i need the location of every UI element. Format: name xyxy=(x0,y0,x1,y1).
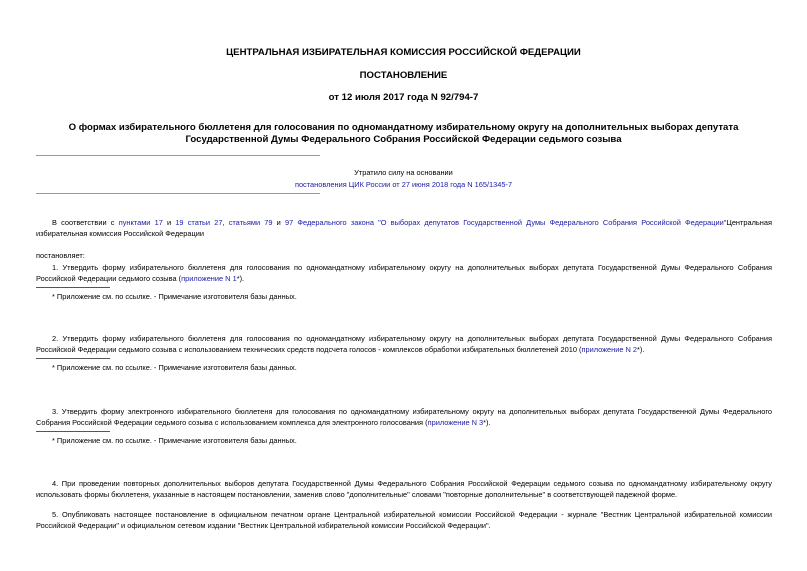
footnote: * Приложение см. по ссылке. - Примечание изготовителя базы данных. xyxy=(52,436,297,445)
item-text: 3. Утвердить форму электронного избирательного бюллетеня для голосования по одномандатному избирательному округу на дополнительных выборах депутата Государственной Думы Федерального Собрания Российской Федерации седьмого созыва с использованием комплекса для электронного голосования ( xyxy=(36,407,772,427)
doc-date-number: от 12 июля 2017 года N 92/794-7 xyxy=(328,92,479,103)
status-text: Утратило силу на основании xyxy=(354,168,453,177)
law-link-art79[interactable]: статьями 79 xyxy=(228,218,273,227)
preamble-text: , xyxy=(222,218,229,227)
law-link-federal-law[interactable]: Федерального закона "О выборах депутатов Государственной Думы Федерального Собрания Российской Федерации" xyxy=(297,218,727,227)
preamble xyxy=(36,217,772,239)
item-text: *). xyxy=(637,345,645,354)
item-3 xyxy=(36,406,772,428)
item-1 xyxy=(36,262,772,284)
preamble-text: и xyxy=(272,218,285,227)
divider xyxy=(36,193,320,194)
preamble-text: В соответствии с xyxy=(52,218,119,227)
footnote: * Приложение см. по ссылке. - Примечание изготовителя базы данных. xyxy=(52,363,297,372)
appendix-2-link[interactable]: приложение N 2 xyxy=(581,345,638,354)
item-2 xyxy=(36,333,772,355)
item-text: 2. Утвердить форму избирательного бюллетеня для голосования по одномандатному избирательному округу на дополнительных выборах депутата Государственной Думы Федерального Собрания Российской Федерации седьмого созыва с использованием технических средств подсчета голосов - комплексов обработки избирательных бюллетеней 2010 ( xyxy=(36,334,772,354)
item-text: 1. Утвердить форму избирательного бюллетеня для голосования по одномандатному избирательному округу на дополнительных выборах депутата Государственной Думы Федерального Собрания Российской Федерации седьмого созыва ( xyxy=(36,263,772,283)
preamble-text: Центральная избирательная комиссия Российской Федерации xyxy=(36,218,772,238)
resolves-text: постановляет: xyxy=(36,251,85,260)
item-5 xyxy=(36,509,772,531)
law-link-p17[interactable]: пунктами 17 xyxy=(118,218,163,227)
law-link-art97[interactable]: 97 xyxy=(285,218,294,227)
footnote-divider xyxy=(36,287,110,288)
footnote-divider xyxy=(36,358,110,359)
law-link-p19[interactable]: 19 статьи 27 xyxy=(175,218,223,227)
item-text: 5. Опубликовать настоящее постановление в официальном печатном органе Центральной избирательной комиссии Российской Федерации - журнале "Вестник Центральной избирательной комиссии Российской Федерации" и официальном сетевом издании "Вестник Центральной избирательной комиссии Российской Федерации". xyxy=(36,510,772,530)
divider xyxy=(36,155,320,156)
item-text: 4. При проведении повторных дополнительных выборов депутата Государственной Думы Федерального Собрания Российской Федерации седьмого созыва по одномандатному избирательному округу использовать формы бюллетеня, указанные в настоящем постановлении, заменив слово "дополнительные" словами "повторные дополнительные" в соответствующей падежной форме. xyxy=(36,479,772,499)
repeal-link[interactable]: постановления ЦИК России от 27 июня 2018 года N 165/1345-7 xyxy=(294,180,513,189)
doc-title: О формах избирательного бюллетеня для голосования по одномандатному избирательному округу на дополнительных выборах депутата Государственной Думы Федерального Собрания Российской Федерации седьмого созыва xyxy=(68,122,739,145)
item-4 xyxy=(36,478,772,500)
footnote: * Приложение см. по ссылке. - Примечание изготовителя базы данных. xyxy=(52,292,297,301)
item-text: *). xyxy=(483,418,491,427)
doc-type: ПОСТАНОВЛЕНИЕ xyxy=(359,70,448,81)
appendix-3-link[interactable]: приложение N 3 xyxy=(427,418,484,427)
item-text: *). xyxy=(236,274,245,283)
appendix-1-link[interactable]: приложение N 1 xyxy=(181,274,237,283)
preamble-text: и xyxy=(162,218,176,227)
org-name: ЦЕНТРАЛЬНАЯ ИЗБИРАТЕЛЬНАЯ КОМИССИЯ РОССИЙСКОЙ ФЕДЕРАЦИИ xyxy=(226,47,581,58)
footnote-divider xyxy=(36,431,110,432)
